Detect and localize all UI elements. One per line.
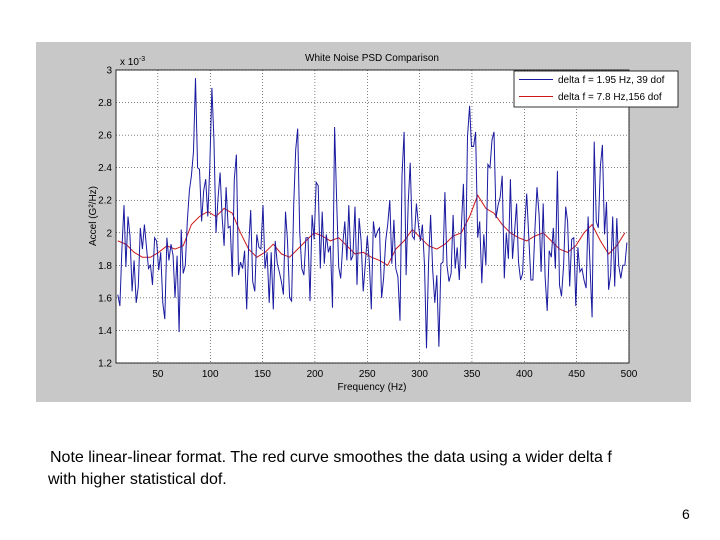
x-tick-label: 250 (358, 369, 376, 380)
y-tick-label: 2.4 (98, 163, 112, 175)
slide-caption (48, 447, 688, 491)
y-tick-label: 1.6 (98, 293, 112, 305)
x-tick-label: 500 (620, 369, 638, 380)
chart-figure (36, 42, 691, 402)
caption-line-1: Note linear-linear format. The red curve smoothes the data using a wider delta f (50, 449, 612, 466)
x-tick-label: 100 (201, 369, 219, 380)
page-number: 6 (682, 506, 690, 522)
x-tick-label: 50 (152, 369, 164, 380)
y-tick-label: 3 (106, 65, 112, 77)
y-exponent-label: x $10^{-3}$ (120, 56, 146, 68)
axes-background (116, 70, 629, 363)
y-tick-label: 1.8 (98, 260, 112, 272)
y-tick-label: 2.8 (98, 98, 112, 110)
chart-title: White Noise PSD Comparison (305, 53, 439, 64)
legend-label-series-2: delta f = 7.8 Hz,156 dof (558, 92, 662, 103)
legend-label-series-1: delta f = 1.95 Hz, 39 dof (558, 75, 665, 86)
y-axis-label: Accel (G²/Hz) (88, 186, 99, 246)
chart-svg (36, 42, 691, 402)
x-tick-label: 450 (568, 369, 585, 380)
caption-line-2: with higher statistical dof. (48, 471, 227, 488)
x-tick-label: 200 (306, 369, 324, 380)
x-tick-label: 300 (411, 369, 428, 380)
y-tick-label: 1.4 (98, 325, 112, 337)
y-tick-label: 2 (106, 228, 112, 240)
y-tick-label: 2.2 (98, 195, 112, 207)
y-tick-label: 1.2 (98, 358, 112, 370)
x-tick-label: 150 (254, 369, 271, 380)
x-tick-label: 400 (515, 369, 533, 380)
x-tick-label: 350 (463, 369, 481, 380)
y-tick-label: 2.6 (98, 130, 112, 142)
legend (514, 71, 678, 107)
x-axis-label: Frequency (Hz) (337, 382, 407, 393)
